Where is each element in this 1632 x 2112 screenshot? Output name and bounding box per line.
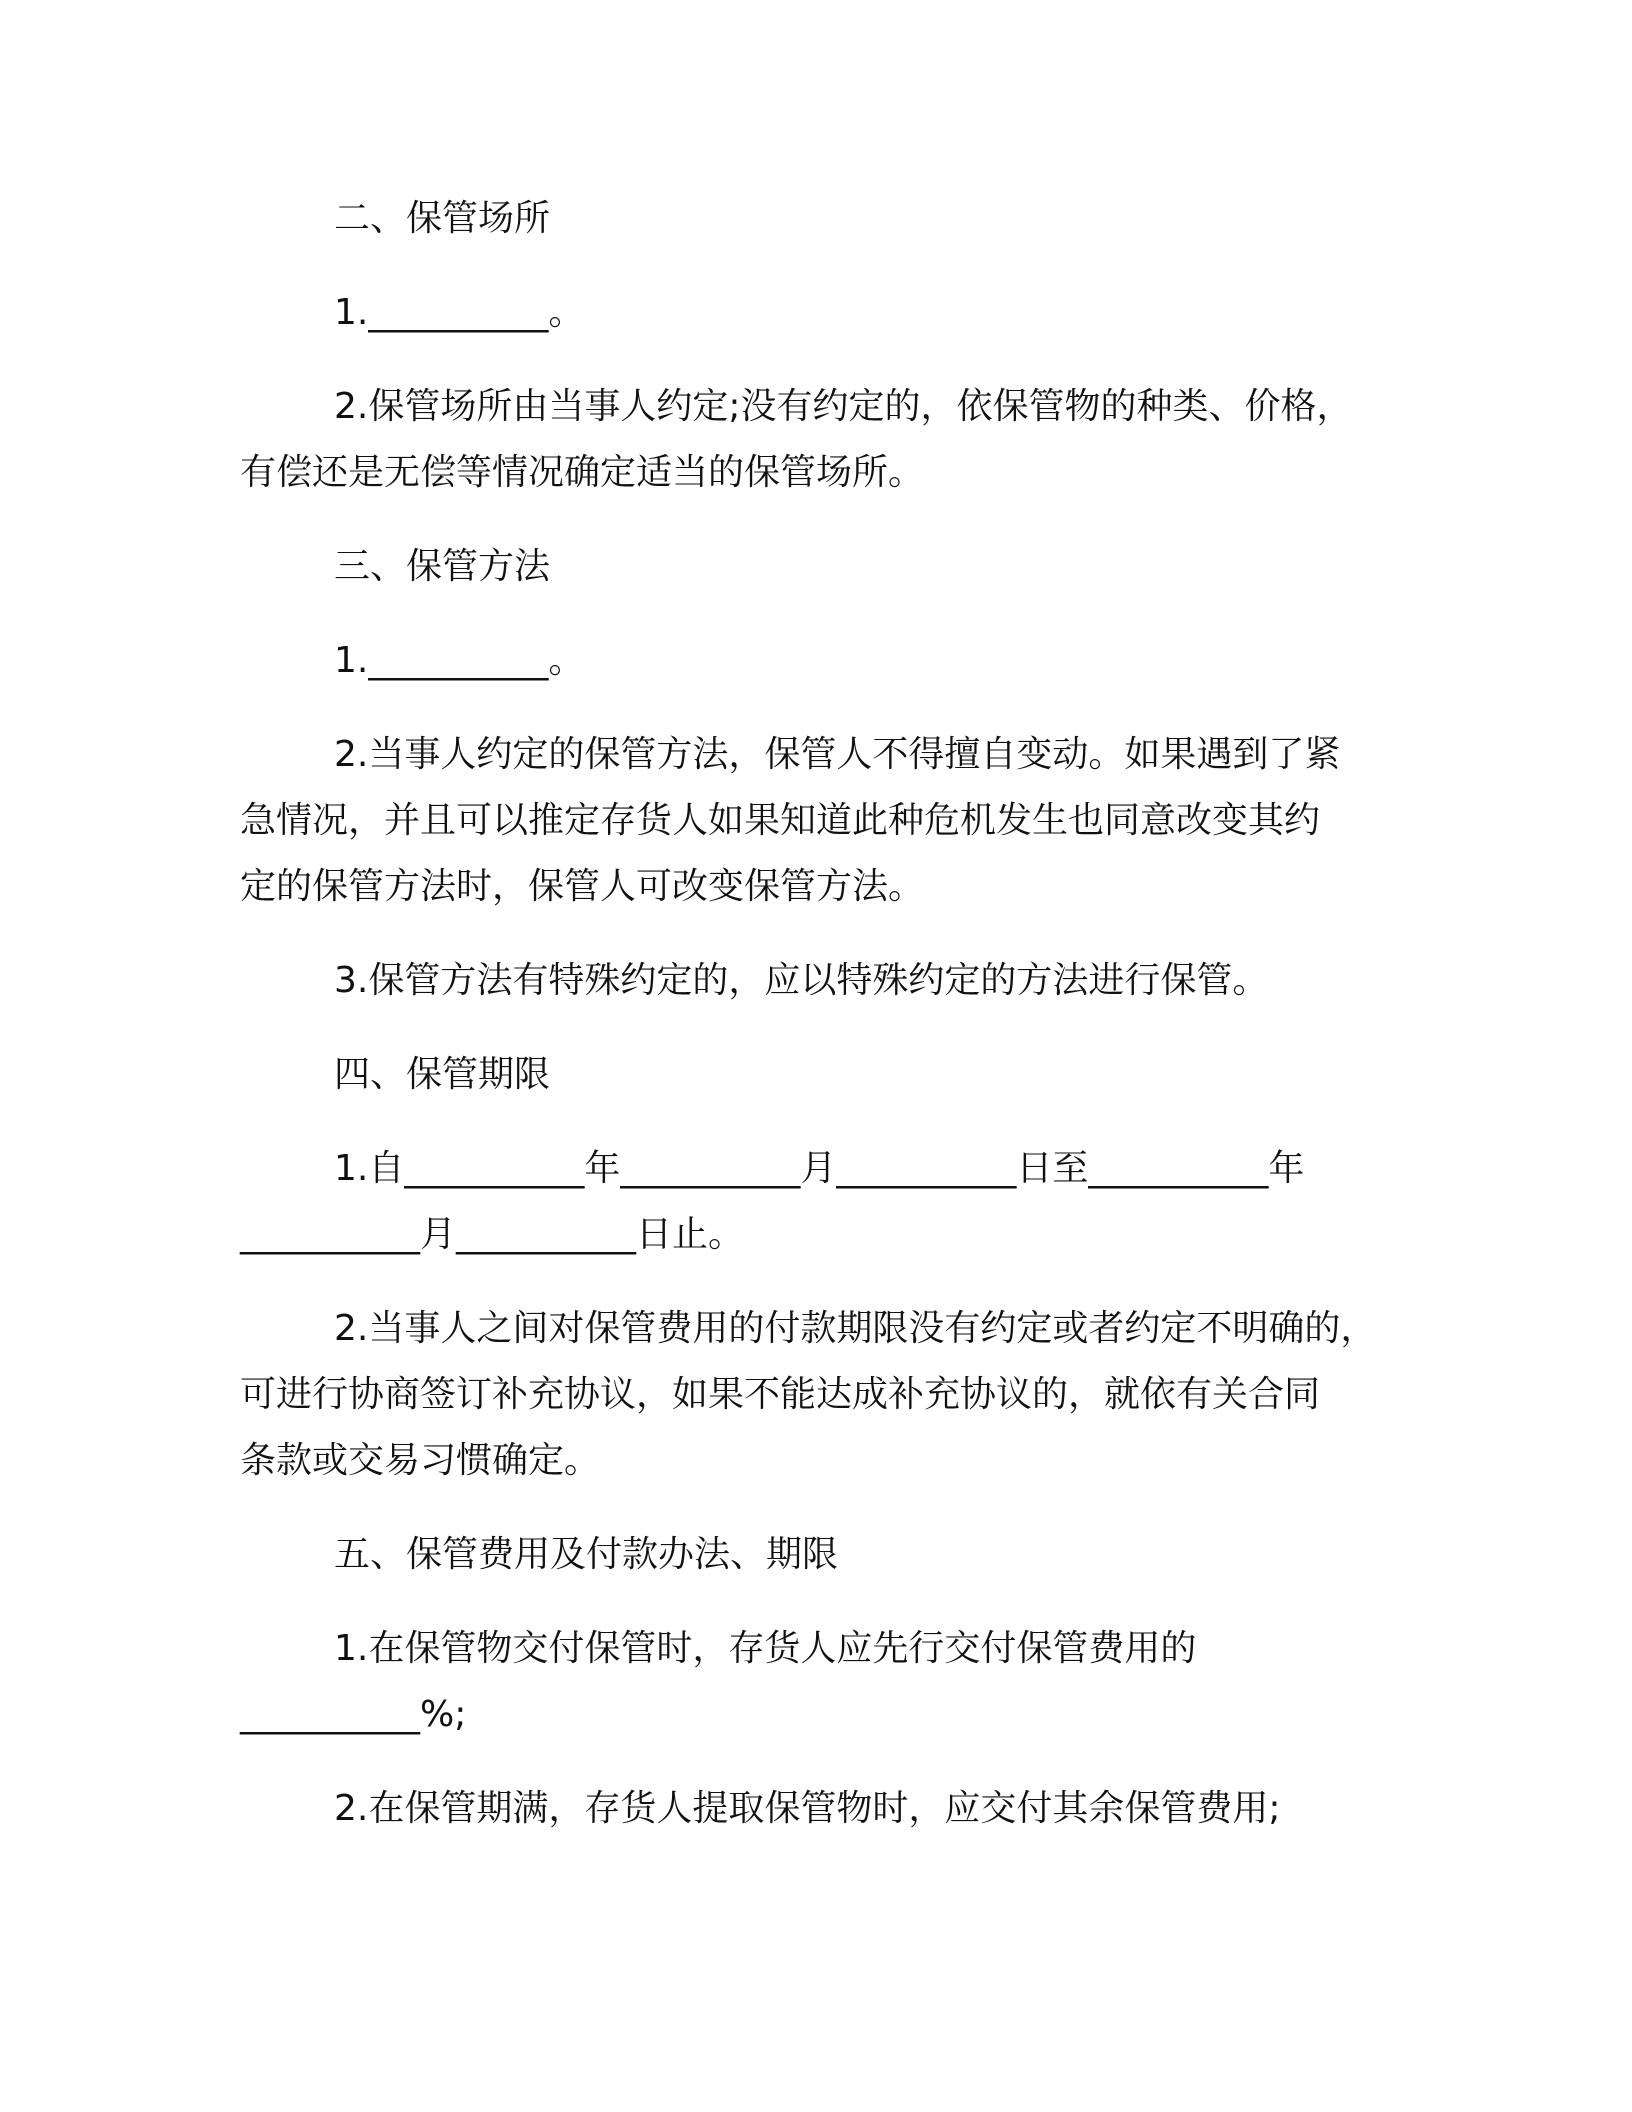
- section-heading: 四、保管期限: [334, 1054, 551, 1095]
- paragraph-line: 1.在保管物交付保管时，存货人应先行交付保管费用的: [334, 1628, 1197, 1669]
- section-heading: 二、保管场所: [334, 198, 551, 239]
- paragraph-line: 3.保管方法有特殊约定的，应以特殊约定的方法进行保管。: [334, 960, 1269, 1001]
- paragraph-line: 2.保管场所由当事人约定;没有约定的，依保管物的种类、价格，: [334, 386, 1353, 427]
- paragraph-line: 条款或交易习惯确定。: [240, 1440, 601, 1481]
- paragraph-line: 有偿还是无偿等情况确定适当的保管场所。: [240, 452, 925, 493]
- paragraph-line: 急情况，并且可以推定存货人如果知道此种危机发生也同意改变其约: [240, 800, 1321, 841]
- paragraph-line: 2.在保管期满，存货人提取保管物时，应交付其余保管费用;: [334, 1788, 1281, 1829]
- paragraph-line: 1.自__________年__________月__________日至__________年: [334, 1148, 1305, 1189]
- paragraph-line: __________月__________日止。: [240, 1214, 745, 1255]
- section-heading: 五、保管费用及付款办法、期限: [334, 1534, 839, 1575]
- list-item: 1.__________。: [334, 292, 585, 333]
- paragraph-line: 定的保管方法时，保管人可改变保管方法。: [240, 866, 925, 907]
- paragraph-line: __________%;: [240, 1694, 467, 1735]
- paragraph-line: 可进行协商签订补充协议，如果不能达成补充协议的，就依有关合同: [240, 1374, 1321, 1415]
- list-item: 1.__________。: [334, 640, 585, 681]
- paragraph-line: 2.当事人之间对保管费用的付款期限没有约定或者约定不明确的，: [334, 1308, 1377, 1349]
- document-body: [240, 186, 1380, 1842]
- paragraph-line: 2.当事人约定的保管方法，保管人不得擅自变动。如果遇到了紧: [334, 734, 1341, 775]
- section-heading: 三、保管方法: [334, 546, 551, 587]
